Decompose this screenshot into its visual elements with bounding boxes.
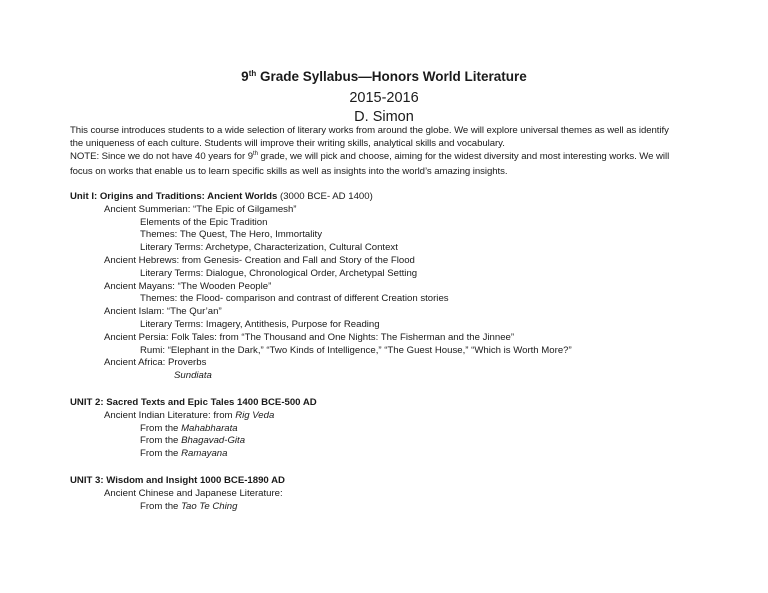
intro-line: This course introduces students to a wide selection of literary works from around the globe. We will explore universal themes as well as identify (70, 125, 669, 136)
work-title: Ramayana (181, 448, 228, 460)
item-text: From the (140, 422, 182, 434)
title-text: Grade Syllabus—Honors World Literature (256, 69, 527, 84)
item-text: From the (140, 435, 182, 447)
list-item: Literary Terms: Dialogue, Chronological Order, Archetypal Setting (140, 267, 418, 279)
list-item: Ancient Hebrews: from Genesis- Creation and Fall and Story of the Flood (104, 254, 415, 266)
title-superscript: th (248, 69, 257, 78)
item-text: Ancient Chinese and Japanese Literature: (104, 487, 283, 499)
unit-1-heading (70, 191, 750, 204)
list-item: Rumi: “Elephant in the Dark,” “Two Kinds of Intelligence,” “The Guest House,” “Which is Worth More?” (140, 344, 572, 356)
section-spacer (70, 383, 750, 397)
work-title: Mahabharata (181, 422, 238, 434)
list-item (70, 423, 750, 436)
list-item (70, 435, 750, 448)
unit-2-heading: UNIT 2: Sacred Texts and Epic Tales 1400 BCE-500 AD (70, 396, 317, 408)
list-item: Ancient Summerian: “The Epic of Gilgamesh” (104, 203, 297, 215)
course-description (70, 124, 730, 178)
teacher-name: D. Simon (354, 109, 414, 125)
title-grade-number: 9 (241, 69, 249, 84)
list-item: Themes: The Quest, The Hero, Immortality (140, 229, 322, 241)
document-title (0, 68, 768, 85)
school-year: 2015-2016 (349, 90, 419, 106)
list-item: Ancient Mayans: “The Wooden People” (104, 280, 272, 292)
list-item: Ancient Persia: Folk Tales: from “The Thousand and One Nights: The Fisherman and the Jinnee” (104, 331, 515, 343)
syllabus-outline (70, 191, 750, 513)
note-superscript: th (253, 151, 258, 157)
list-item: Sundiata (174, 370, 212, 382)
list-item: Ancient Islam: “The Qur’an” (104, 306, 222, 318)
item-text: From the (140, 448, 182, 460)
list-item (70, 448, 750, 461)
list-item (70, 488, 750, 501)
item-text: From the (140, 500, 182, 512)
list-item: Themes: the Flood- comparison and contrast of different Creation stories (140, 293, 449, 305)
unit-heading-dates: (3000 BCE- AD 1400) (277, 191, 373, 202)
list-item: Elements of the Epic Tradition (140, 216, 268, 228)
section-spacer (70, 461, 750, 475)
list-item (70, 501, 750, 514)
intro-line: focus on works that enable us to learn specific skills as well as insights into the world’s amazing insights. (70, 166, 508, 177)
unit-3-heading: UNIT 3: Wisdom and Insight 1000 BCE-1890 AD (70, 474, 285, 486)
note-text-b: grade, we will pick and choose, aiming for the widest diversity and most interesting works. We will (257, 151, 670, 162)
work-title: Tao Te Ching (181, 500, 238, 512)
list-item: Literary Terms: Archetype, Characterization, Cultural Context (140, 242, 398, 254)
list-item (70, 410, 750, 423)
list-item: Literary Terms: Imagery, Antithesis, Purpose for Reading (140, 318, 380, 330)
intro-note-line (70, 150, 730, 163)
item-text: Ancient Indian Literature: from (104, 409, 236, 421)
intro-line: the uniqueness of each culture. Students will improve their writing skills, analytical skills and vocabulary. (70, 138, 505, 149)
note-text-a: NOTE: Since we do not have 40 years for 9 (70, 151, 253, 162)
list-item: Ancient Africa: Proverbs (104, 357, 207, 369)
work-title: Bhagavad-Gita (181, 435, 246, 447)
work-title: Rig Veda (235, 409, 275, 421)
unit-heading-bold: Unit I: Origins and Traditions: Ancient Worlds (70, 191, 278, 202)
